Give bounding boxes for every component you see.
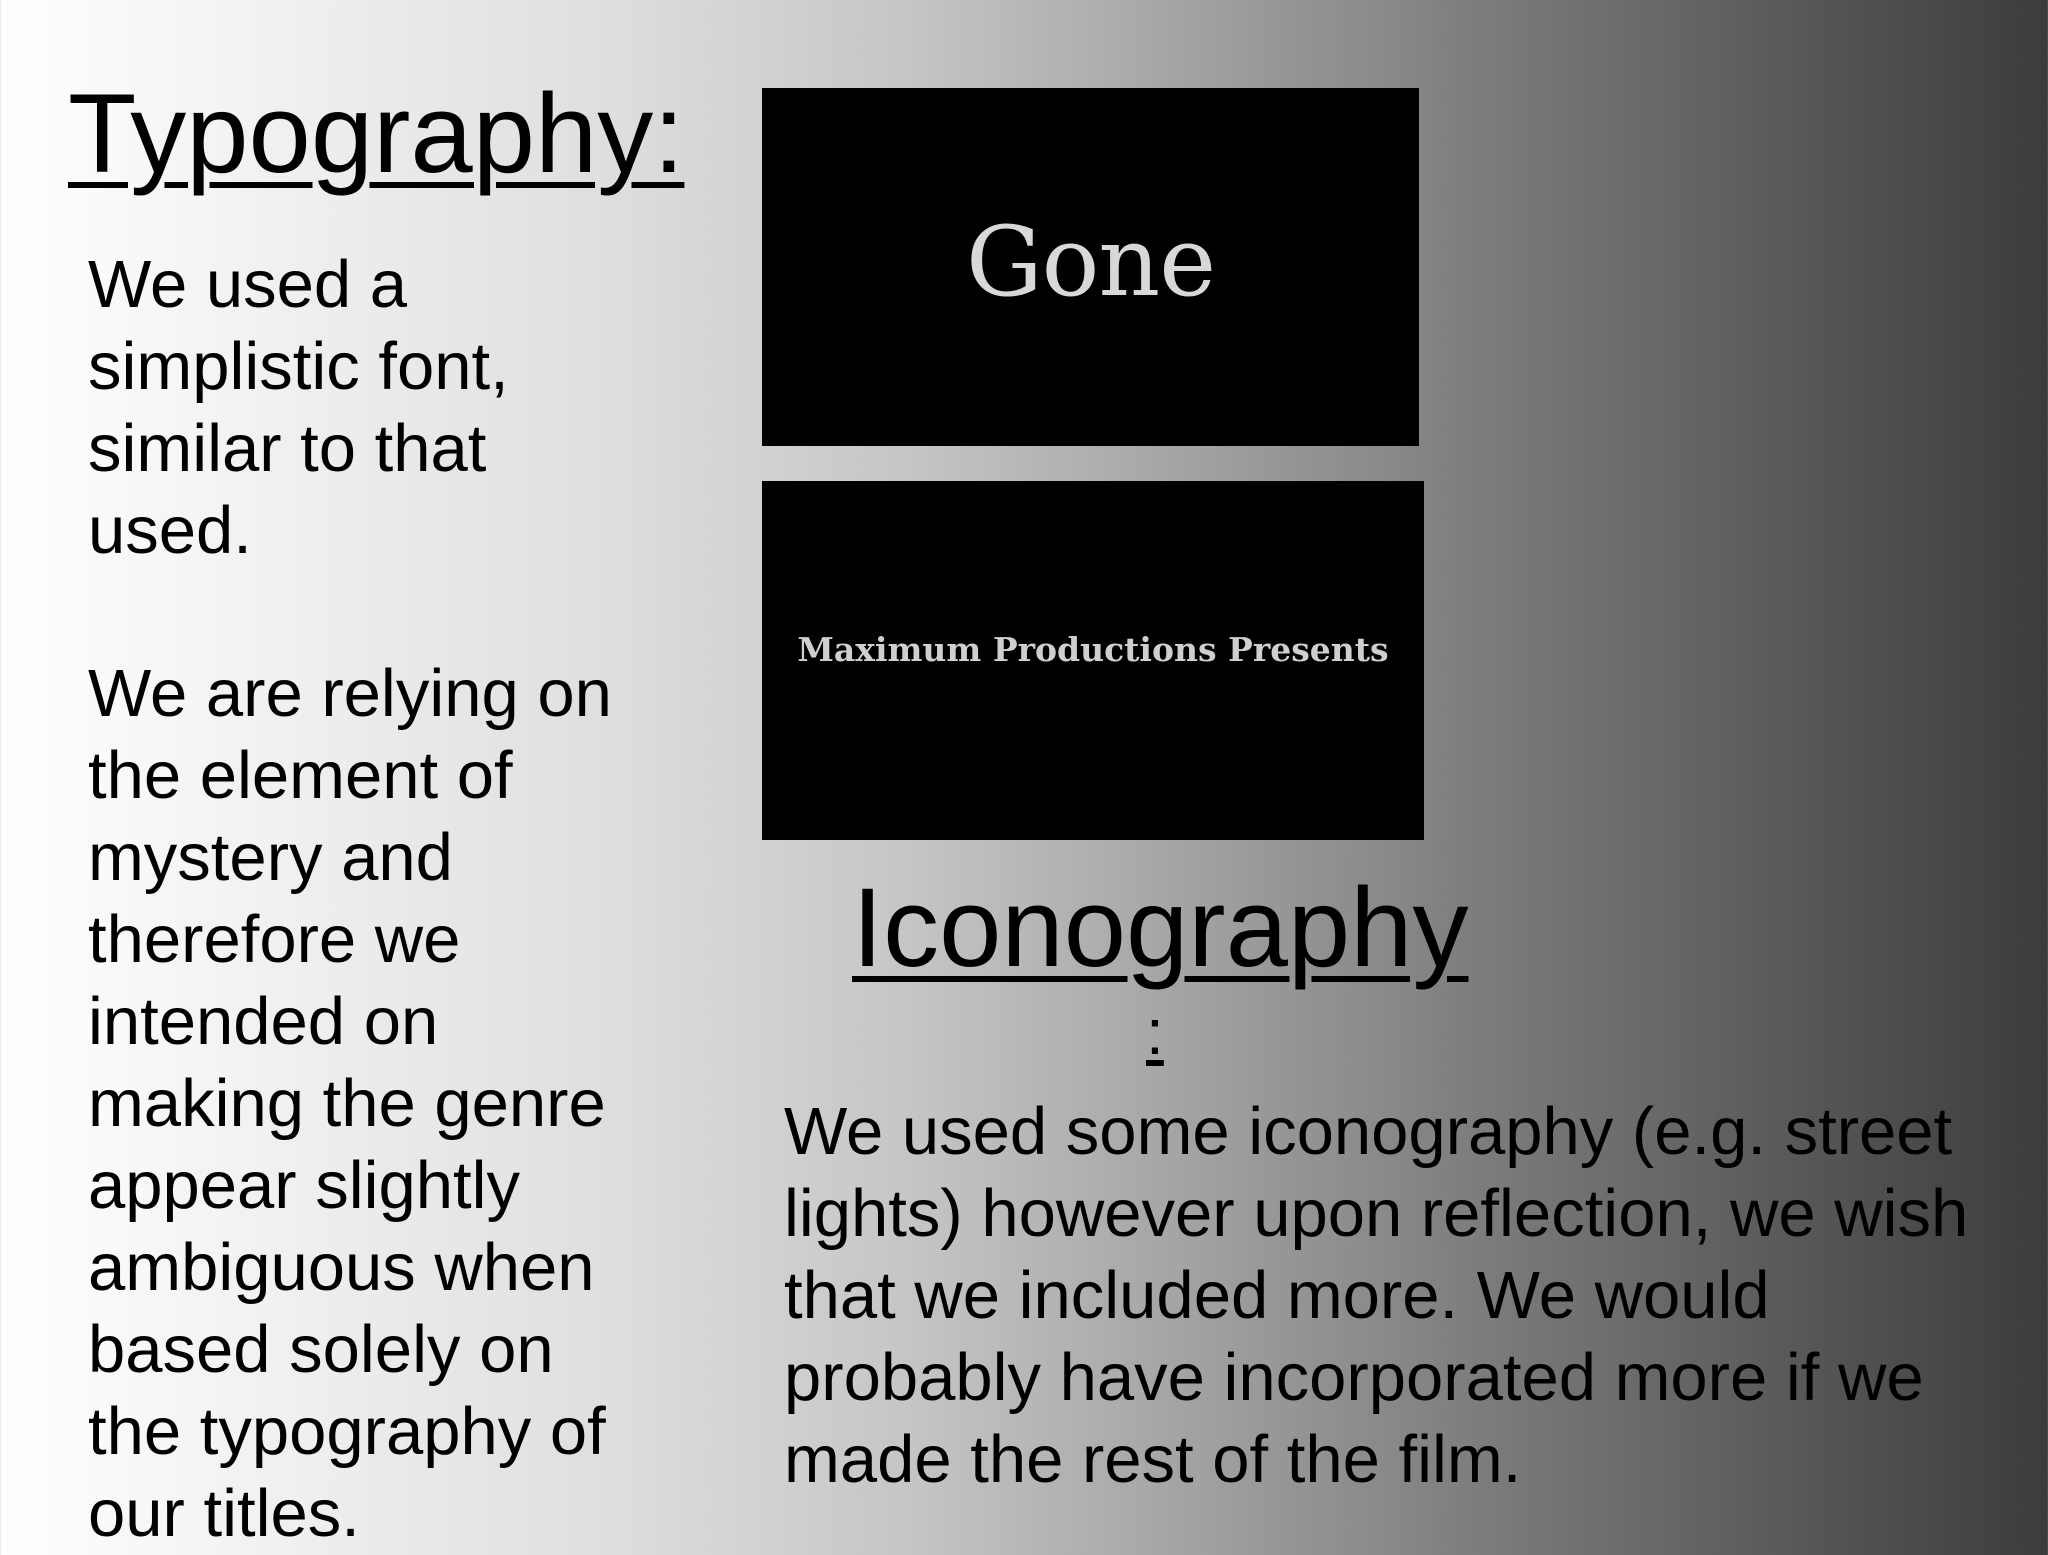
- iconography-paragraph: We used some iconography (e.g. street lights) however upon reflection, we wish that we included more. We would probably have incorporated more if we made the rest of the film.: [784, 1094, 1969, 1497]
- typography-heading: Typography:: [68, 71, 685, 196]
- gone-title-text: Gone: [965, 206, 1216, 318]
- typography-paragraph-mystery: We are relying on the element of mystery and therefore we intended on making the genre appear slightly ambiguous when based solely on the typography of our titles.: [88, 656, 612, 1551]
- production-title-text: Maximum Productions Presents: [797, 630, 1389, 669]
- iconography-heading: Iconography: [852, 865, 1469, 990]
- typography-paragraph-font: We used a simplistic font, similar to that used.: [88, 247, 509, 568]
- production-title-card-image: [762, 481, 1424, 840]
- gone-title-card-image: [762, 88, 1419, 446]
- iconography-heading-colon: :: [1146, 996, 1164, 1068]
